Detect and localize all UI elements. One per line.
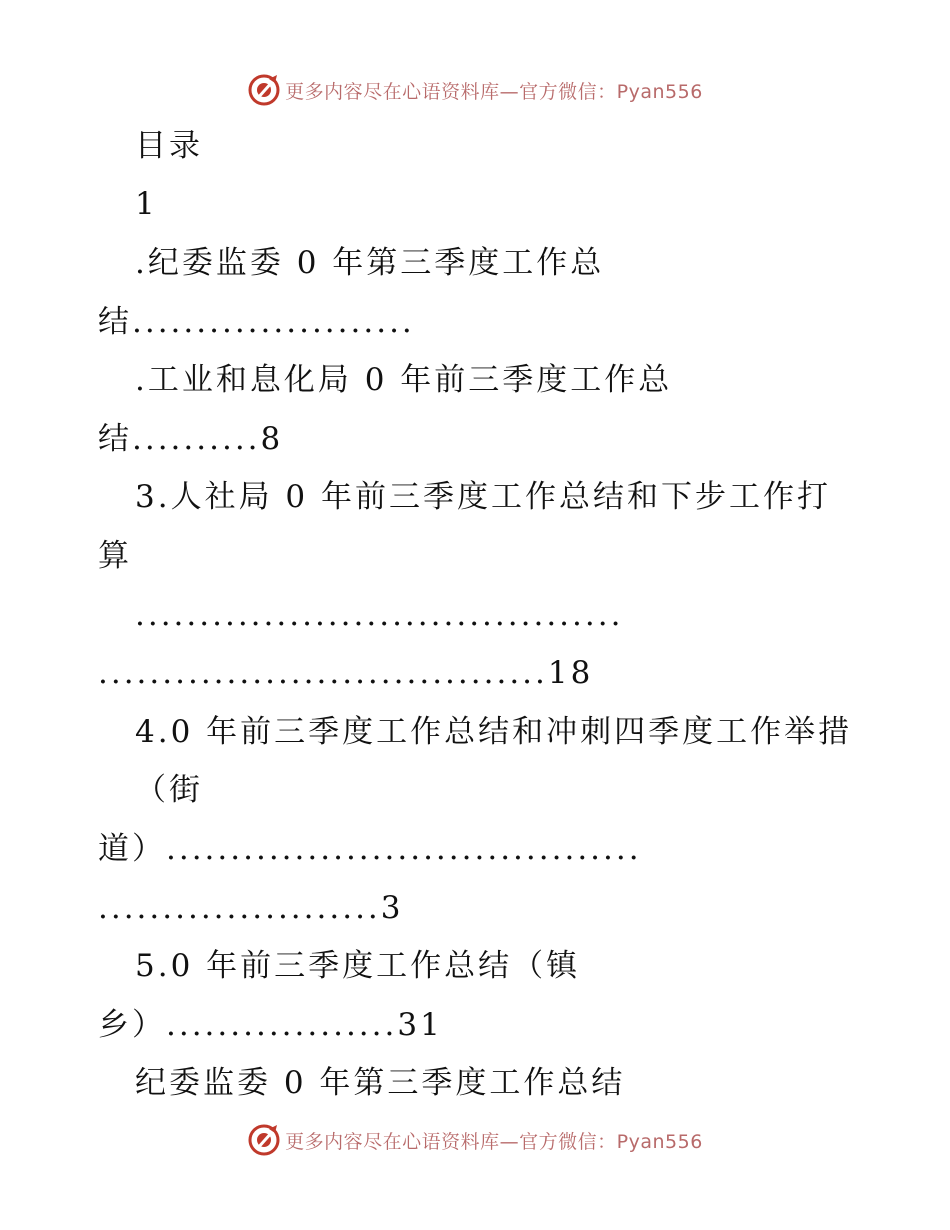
section-heading: 纪委监委 0 年第三季度工作总结 xyxy=(135,1065,626,1101)
header-banner xyxy=(0,70,950,110)
toc-entry-4-cont: （街 xyxy=(135,772,203,808)
toc-line: 1 xyxy=(135,186,158,222)
toc-entry-2: .工业和息化局 0 年前三季度工作总 xyxy=(135,362,673,398)
toc-entry-4: 4.0 年前三季度工作总结和冲刺四季度工作举措 xyxy=(135,714,853,750)
toc-entry-4-page: ......................3 xyxy=(98,890,404,926)
toc-entry-1: .纪委监委 0 年第三季度工作总 xyxy=(135,245,605,281)
brand-logo-icon xyxy=(247,73,281,107)
banner-text: 更多内容尽在心语资料库—官方微信：Pyan556 xyxy=(285,1130,703,1153)
toc-entry-1-cont: 结...................... xyxy=(98,304,415,340)
toc-entry-3-cont: 算 xyxy=(98,538,132,574)
toc-entry-3-page: ...................................18 xyxy=(98,655,594,691)
toc-entry-4-leader: 道）..................................... xyxy=(98,831,642,867)
footer-banner xyxy=(0,1120,950,1160)
toc-entry-2-cont: 结..........8 xyxy=(98,421,284,457)
toc-entry-5-page: 乡）..................31 xyxy=(98,1007,443,1043)
toc-title: 目录 xyxy=(135,128,203,164)
brand-logo-icon xyxy=(247,1123,281,1157)
toc-entry-5: 5.0 年前三季度工作总结（镇 xyxy=(135,948,581,984)
toc-entry-3-leader: ...................................... xyxy=(135,597,624,633)
banner-text: 更多内容尽在心语资料库—官方微信：Pyan556 xyxy=(285,80,703,103)
toc-entry-3: 3.人社局 0 年前三季度工作总结和下步工作打 xyxy=(135,479,832,515)
